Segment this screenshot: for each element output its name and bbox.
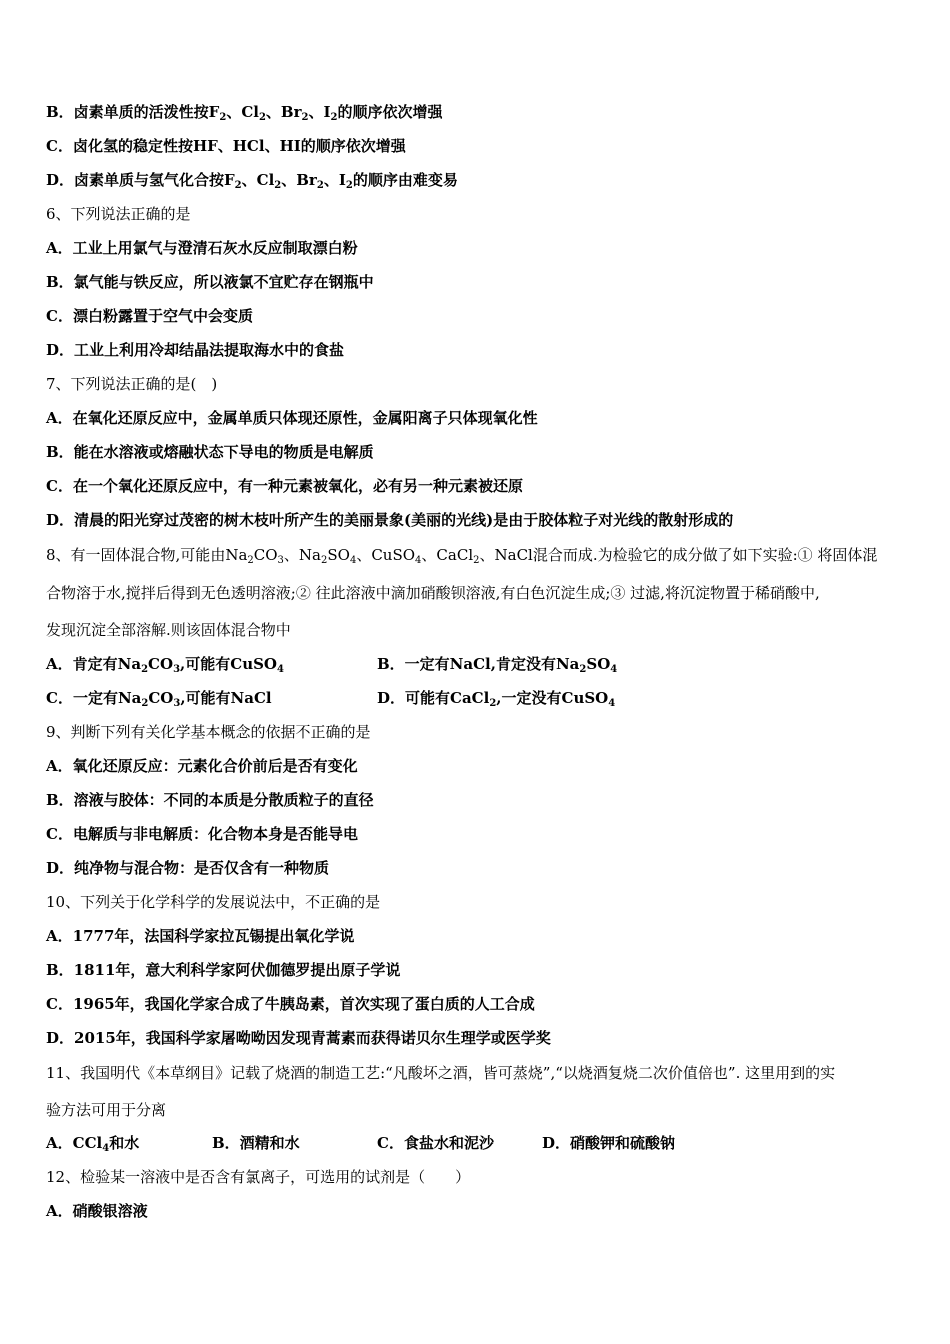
q7-option-c: C．在一个氧化还原反应中，有一种元素被氧化，必有另一种元素被还原 xyxy=(46,477,523,495)
q9-stem: 9、判断下列有关化学基本概念的依据不正确的是 xyxy=(46,723,371,741)
q7-option-a: A．在氧化还原反应中，金属单质只体现还原性，金属阳离子只体现氧化性 xyxy=(46,409,538,427)
q11-stem-line2: 验方法可用于分离 xyxy=(46,1101,167,1119)
q11-option-d: D．硝酸钾和硫酸钠 xyxy=(542,1134,676,1152)
q10-option-c: C．1965年，我国化学家合成了牛胰岛素，首次实现了蛋白质的人工合成 xyxy=(46,995,535,1013)
q9-option-c: C．电解质与非电解质：化合物本身是否能导电 xyxy=(46,825,358,843)
q11-option-b: B．酒精和水 xyxy=(212,1134,300,1152)
q6-option-d: D．工业上利用冷却结晶法提取海水中的食盐 xyxy=(46,341,345,359)
q8-stem-line2: 合物溶于水,搅拌后得到无色透明溶液;② 往此溶液中滴加硝酸钡溶液,有白色沉淀生成;③ 过滤,将沉淀物置于稀硝酸中, xyxy=(46,584,820,602)
q9-option-b: B．溶液与胶体：不同的本质是分散质粒子的直径 xyxy=(46,791,374,809)
q12-option-a: A．硝酸银溶液 xyxy=(46,1202,148,1220)
q9-option-d: D．纯净物与混合物：是否仅含有一种物质 xyxy=(46,859,330,877)
q6-option-c: C．漂白粉露置于空气中会变质 xyxy=(46,307,253,325)
q9-option-a: A．氧化还原反应：元素化合价前后是否有变化 xyxy=(46,757,358,775)
q8-option-b: B．一定有NaCl,肯定没有$Na_2SO_4$ xyxy=(377,655,618,675)
q7-stem: 7、下列说法正确的是( ) xyxy=(46,375,218,393)
q8-option-c: C．一定有$Na_2CO_3$,可能有NaCl xyxy=(46,689,272,709)
q10-option-a: A．1777年，法国科学家拉瓦锡提出氧化学说 xyxy=(46,927,355,945)
q10-option-b: B．1811年，意大利科学家阿伏伽德罗提出原子学说 xyxy=(46,961,401,979)
q8-option-a: A．肯定有$Na_2CO_3$,可能有CuSO$_4$ xyxy=(46,655,284,675)
q8-option-d: D．可能有CaCl$_2$,一定没有CuSO$_4$ xyxy=(377,689,616,709)
q11-option-c: C．食盐水和泥沙 xyxy=(377,1134,494,1152)
q10-option-d: D．2015年，我国科学家屠呦呦因发现青蒿素而获得诺贝尔生理学或医学奖 xyxy=(46,1029,551,1047)
q11-option-a: A．CCl$_4$和水 xyxy=(46,1134,140,1154)
q5-option-d: D．卤素单质与氢气化合按$F_2$、$Cl_2$、$Br_2$、$I_2$的顺序由难变易 xyxy=(46,171,458,191)
q10-stem: 10、下列关于化学科学的发展说法中，不正确的是 xyxy=(46,893,381,911)
q6-stem: 6、下列说法正确的是 xyxy=(46,205,191,223)
q8-stem-line1: 8、有一固体混合物,可能由$Na_2CO_3$、$Na_2SO_4$、CuSO$_4$、CaCl$_2$、NaCl混合而成.为检验它的成分做了如下实验:① 将固体混 xyxy=(46,546,878,566)
q6-option-a: A．工业上用氯气与澄清石灰水反应制取漂白粉 xyxy=(46,239,358,257)
q7-option-d: D．清晨的阳光穿过茂密的树木枝叶所产生的美丽景象(美丽的光线)是由于胶体粒子对光线的散射形成的 xyxy=(46,511,734,529)
q8-stem-line3: 发现沉淀全部溶解.则该固体混合物中 xyxy=(46,621,291,639)
q7-option-b: B．能在水溶液或熔融状态下导电的物质是电解质 xyxy=(46,443,374,461)
q5-option-c: C．卤化氢的稳定性按HF、HCl、HI的顺序依次增强 xyxy=(46,137,406,155)
q11-stem-line1: 11、我国明代《本草纲目》记载了烧酒的制造工艺:“凡酸坏之酒，皆可蒸烧”,“以烧酒复烧二次价值倍也”. 这里用到的实 xyxy=(46,1064,836,1082)
q6-option-b: B．氯气能与铁反应，所以液氯不宜贮存在钢瓶中 xyxy=(46,273,374,291)
q5-option-b: B．卤素单质的活泼性按$F_2$、$Cl_2$、$Br_2$、$I_2$的顺序依次增强 xyxy=(46,103,443,123)
q12-stem: 12、检验某一溶液中是否含有氯离子，可选用的试剂是（ ） xyxy=(46,1168,471,1186)
